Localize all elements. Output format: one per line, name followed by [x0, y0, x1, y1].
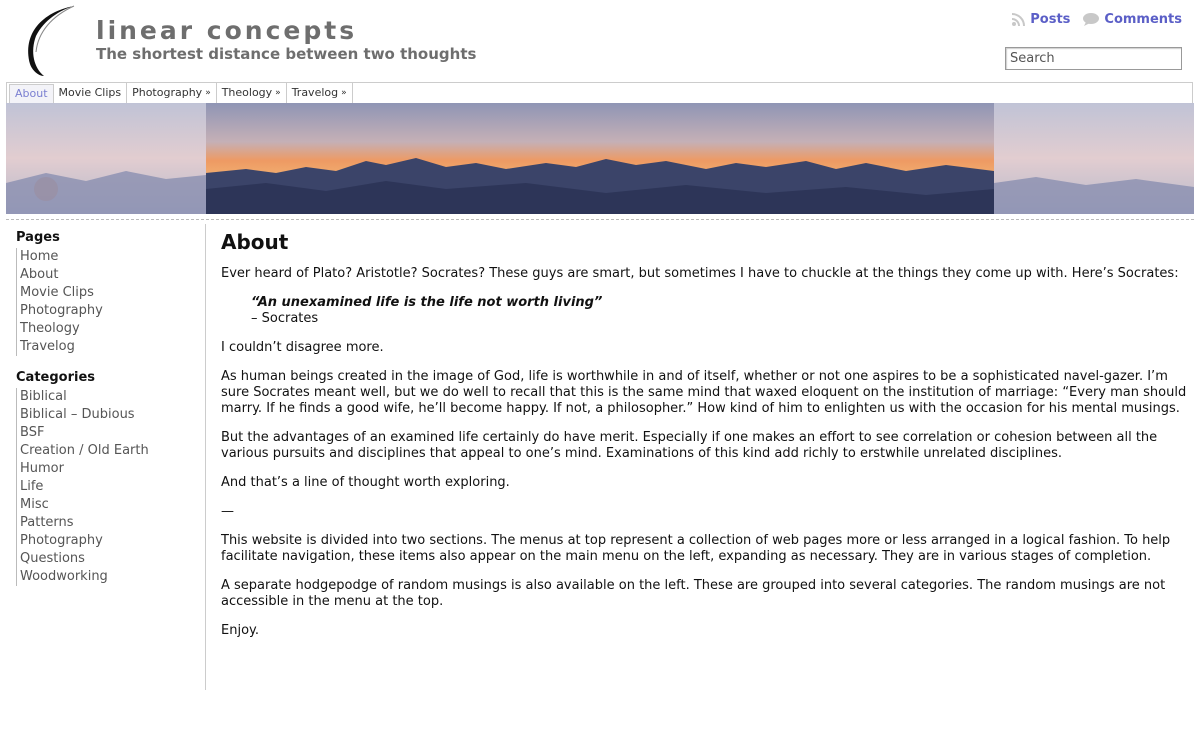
- pages-list: [16, 248, 201, 356]
- main-content: [221, 230, 1187, 652]
- sidebar-item-travelog[interactable]: Travelog: [16, 338, 201, 356]
- category-creation-old-earth[interactable]: Creation / Old Earth: [16, 442, 201, 460]
- category-life[interactable]: Life: [16, 478, 201, 496]
- sidebar-item-photography[interactable]: Photography: [16, 302, 201, 320]
- blockquote: [251, 295, 1187, 327]
- paragraph: Enjoy.: [221, 623, 259, 638]
- page-title: About: [221, 230, 289, 254]
- paragraph: This website is divided into two sections. The menus at top represent a collection of web pages more or less arranged in a logical fashion. To help facilitate navigation, these items also appear on the main menu on the left, expanding as necessary. They are in various stages of completion.: [221, 533, 1171, 564]
- paragraph: A separate hodgepodge of random musings is also available on the left. These are grouped into several categories. The random musings are not accessible in the menu at the top.: [221, 578, 1166, 609]
- quote-attribution: – Socrates: [251, 311, 319, 326]
- intro-paragraph: Ever heard of Plato? Aristotle? Socrates? These guys are smart, but sometimes I have to chuckle at the things they come up with. Here’s Socrates:: [221, 266, 1179, 281]
- comments-feed-link[interactable]: [1082, 12, 1182, 27]
- separator: —: [221, 504, 234, 519]
- category-woodworking[interactable]: Woodworking: [16, 568, 201, 586]
- posts-feed-link[interactable]: [1011, 12, 1070, 27]
- quote-text: “An unexamined life is the life not worth living”: [251, 295, 603, 310]
- rss-icon: [1011, 12, 1026, 27]
- double-chevron-down-icon: »: [341, 87, 347, 98]
- category-patterns[interactable]: Patterns: [16, 514, 201, 532]
- comments-label: Comments: [1104, 12, 1182, 27]
- double-chevron-down-icon: »: [205, 87, 211, 98]
- nav-item-movie-clips[interactable]: [54, 83, 128, 103]
- sidebar-item-home[interactable]: Home: [16, 248, 201, 266]
- posts-label: Posts: [1030, 12, 1071, 27]
- site-tagline: The shortest distance between two thoughts: [96, 45, 477, 63]
- nav-label: Photography: [132, 86, 203, 99]
- sidebar-item-movie-clips[interactable]: Movie Clips: [16, 284, 201, 302]
- nav-item-theology[interactable]: [217, 83, 287, 103]
- top-nav: [6, 82, 1193, 103]
- double-chevron-down-icon: »: [275, 87, 281, 98]
- category-misc[interactable]: Misc: [16, 496, 201, 514]
- paragraph: As human beings created in the image of God, life is worthwhile in and of itself, whether or not one aspires to be a sophisticated navel-gazer. I’m sure Socrates meant well, but we do well to recall that this is the same mind that waxed eloquent on the institution of marriage: “Every man should marry. If he finds a good wife, he’ll become happy. If not, a philosopher.” How kind of him to enlighten us with the occasion for his mental musings.: [221, 369, 1187, 416]
- sidebar-divider: [205, 224, 206, 690]
- header-banner: [6, 103, 1194, 214]
- header-divider: [6, 219, 1194, 220]
- sidebar-item-about[interactable]: About: [16, 266, 201, 284]
- category-biblical-dubious[interactable]: Biblical – Dubious: [16, 406, 201, 424]
- category-photography[interactable]: Photography: [16, 532, 201, 550]
- nav-label: Theology: [221, 86, 273, 99]
- nav-item-travelog[interactable]: [287, 83, 353, 103]
- site-title[interactable]: linear concepts: [96, 16, 358, 45]
- nav-label: Travelog: [291, 86, 339, 99]
- paragraph: And that’s a line of thought worth exploring.: [221, 475, 510, 490]
- sunset-mountain-image: [6, 103, 1194, 214]
- search-input[interactable]: [1005, 47, 1182, 70]
- nav-item-about[interactable]: [9, 84, 54, 104]
- category-bsf[interactable]: BSF: [16, 424, 201, 442]
- feed-links: [1011, 12, 1182, 27]
- categories-heading: Categories: [16, 370, 96, 385]
- sidebar-item-theology[interactable]: Theology: [16, 320, 201, 338]
- speech-bubble-icon: [1082, 12, 1100, 27]
- category-biblical[interactable]: Biblical: [16, 388, 201, 406]
- sidebar: [16, 230, 201, 600]
- paragraph: I couldn’t disagree more.: [221, 340, 384, 355]
- pages-heading: Pages: [16, 230, 60, 245]
- category-questions[interactable]: Questions: [16, 550, 201, 568]
- nav-label: Movie Clips: [58, 86, 122, 99]
- swoosh-logo[interactable]: [12, 4, 78, 78]
- categories-list: [16, 388, 201, 586]
- nav-item-photography[interactable]: [127, 83, 217, 103]
- paragraph: But the advantages of an examined life certainly do have merit. Especially if one makes an effort to see correlation or cohesion between all the various pursuits and disciplines that appeal to one’s mind. Examinations of this kind add richly to erstwhile unrelated disciplines.: [221, 430, 1158, 461]
- category-humor[interactable]: Humor: [16, 460, 201, 478]
- nav-label: About: [15, 87, 48, 100]
